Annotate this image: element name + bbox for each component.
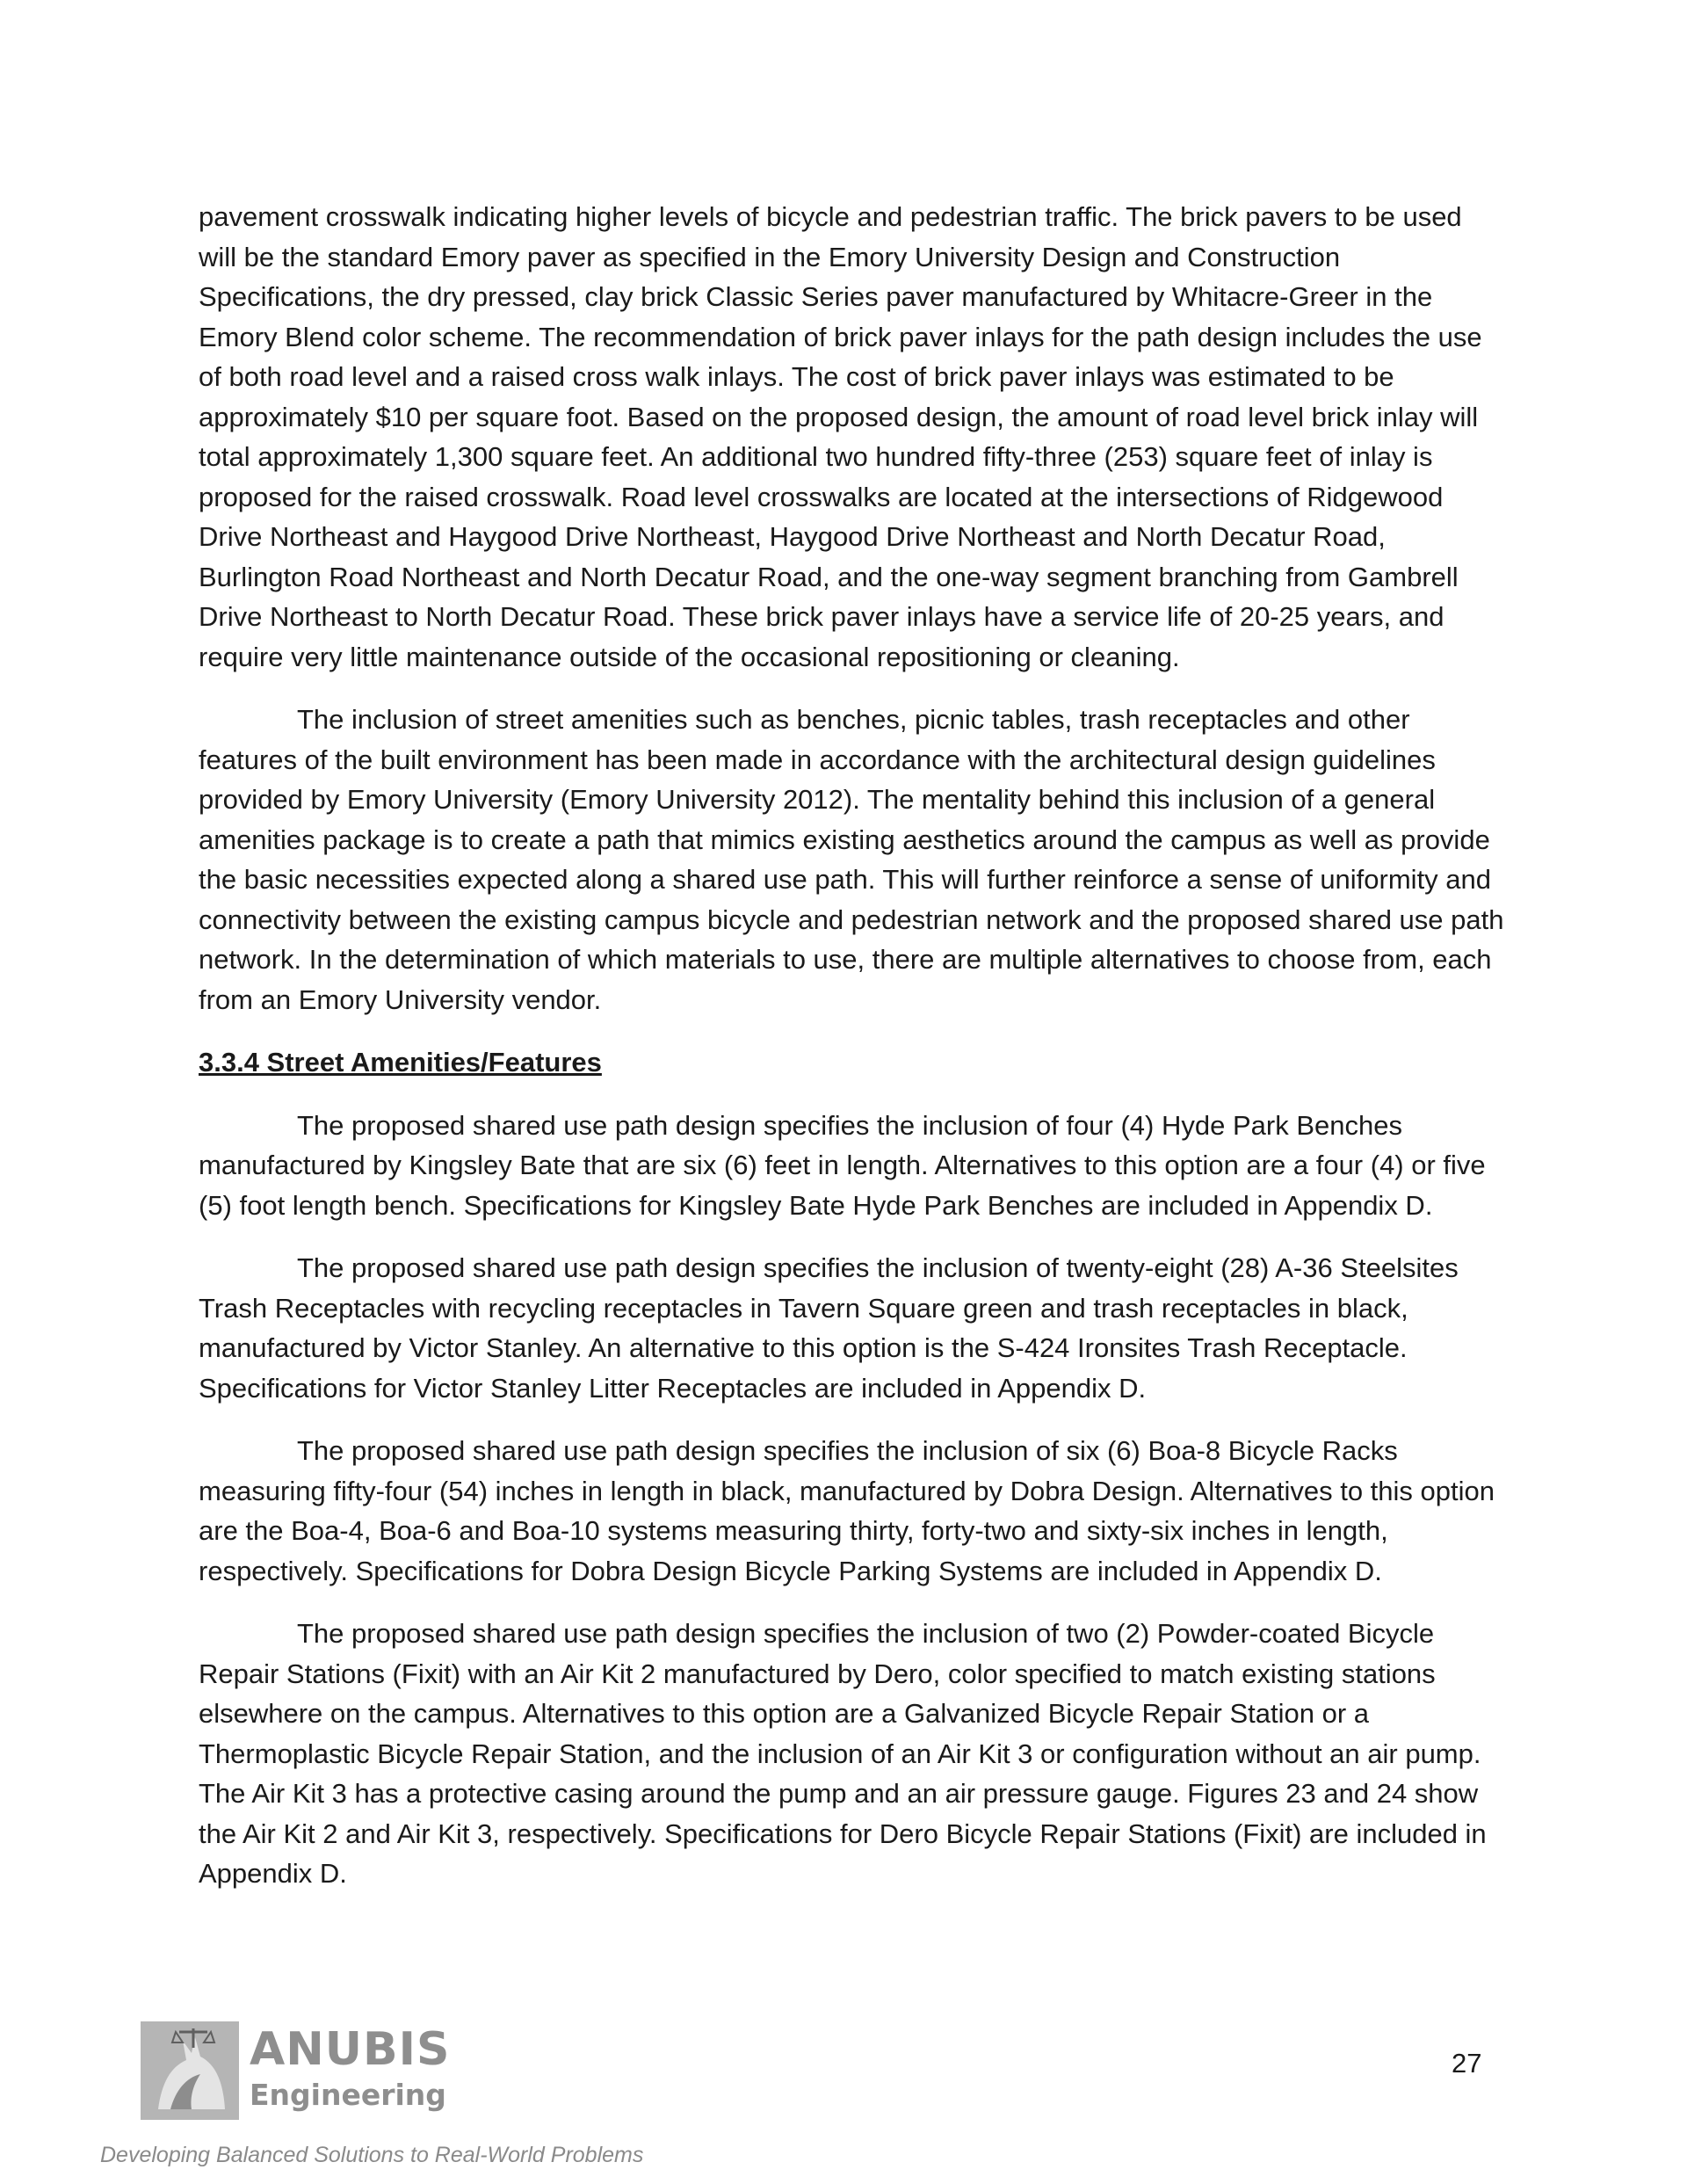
body-paragraph-repair-stations: The proposed shared use path design specifies the inclusion of two (2) Powder-coated Bicycle Repair Stations (Fixit) with an Air Kit 2 manufactured by Dero, color specified to match existing stations elsewhere on the campus. Alternatives to this option are a Galvanized Bicycle Repair Station or a Thermoplastic Bicycle Repair Station, and the inclusion of an Air Kit 3 or configuration without an air pump. The Air Kit 3 has a protective casing around the pump and an air pressure gauge. Figures 23 and 24 show the Air Kit 2 and Air Kit 3, respectively. Specifications for Dero Bicycle Repair Stations (Fixit) are included in Appendix D. [199, 1618, 1487, 1889]
logo-subtitle: Engineering [250, 2078, 446, 2112]
section-heading: 3.3.4 Street Amenities/Features [199, 1047, 602, 1077]
anubis-jackal-scales-icon [141, 2021, 239, 2120]
logo-title: ANUBIS [250, 2023, 451, 2076]
body-paragraph-trash-receptacles: The proposed shared use path design specifies the inclusion of twenty-eight (28) A-36 Steelsites Trash Receptacles with recycling receptacles in Tavern Square green and trash receptacles in black, manufactured by Victor Stanley. An alternative to this option is the S-424 Ironsites Trash Receptacle. Specifications for Victor Stanley Litter Receptacles are included in Appendix D. [199, 1252, 1459, 1404]
body-paragraph-street-amenities-intro: The inclusion of street amenities such as benches, picnic tables, trash receptacles and other features of the built environment has been made in accordance with the architectural design guidelines provided by Emory University (Emory University 2012). The mentality behind this inclusion of a general amenities package is to create a path that mimics existing aesthetics around the campus as well as provide the basic necessities expected along a shared use path. This will further reinforce a sense of uniformity and connectivity between the existing campus bicycle and pedestrian network and the proposed shared use path network. In the determination of which materials to use, there are multiple alternatives to choose from, each from an Emory University vendor. [199, 704, 1504, 1015]
body-paragraph-bicycle-racks: The proposed shared use path design specifies the inclusion of six (6) Boa-8 Bicycle Racks measuring fifty-four (54) inches in length in black, manufactured by Dobra Design. Alternatives to this option are the Boa-4, Boa-6 and Boa-10 systems measuring thirty, forty-two and sixty-six inches in length, respectively. Specifications for Dobra Design Bicycle Parking Systems are included in Appendix D. [199, 1435, 1495, 1586]
page-body [199, 197, 1504, 1917]
body-paragraph-brick-pavers: pavement crosswalk indicating higher levels of bicycle and pedestrian traffic. The brick pavers to be used will be the standard Emory paver as specified in the Emory University Design and Construction Specifications, the dry pressed, clay brick Classic Series paver manufactured by Whitacre-Greer in the Emory Blend color scheme. The recommendation of brick paver inlays for the path design includes the use of both road level and a raised cross walk inlays. The cost of brick paver inlays was estimated to be approximately $10 per square foot. Based on the proposed design, the amount of road level brick inlay will total approximately 1,300 square feet. An additional two hundred fifty-three (253) square feet of inlay is proposed for the raised crosswalk. Road level crosswalks are located at the intersections of Ridgewood Drive Northeast and Haygood Drive Northeast, Haygood Drive Northeast and North Decatur Road, Burlington Road Northeast and North Decatur Road, and the one-way segment branching from Gambrell Drive Northeast to North Decatur Road. These brick paver inlays have a service life of 20-25 years, and require very little maintenance outside of the occasional repositioning or cleaning. [199, 201, 1482, 672]
body-paragraph-benches: The proposed shared use path design specifies the inclusion of four (4) Hyde Park Benches manufactured by Kingsley Bate that are six (6) feet in length. Alternatives to this option are a four (4) or five (5) foot length bench. Specifications for Kingsley Bate Hyde Park Benches are included in Appendix D. [199, 1109, 1486, 1221]
page-number: 27 [1452, 2048, 1482, 2079]
footer-tagline: Developing Balanced Solutions to Real-World Problems [100, 2143, 644, 2167]
company-logo [141, 2021, 451, 2123]
